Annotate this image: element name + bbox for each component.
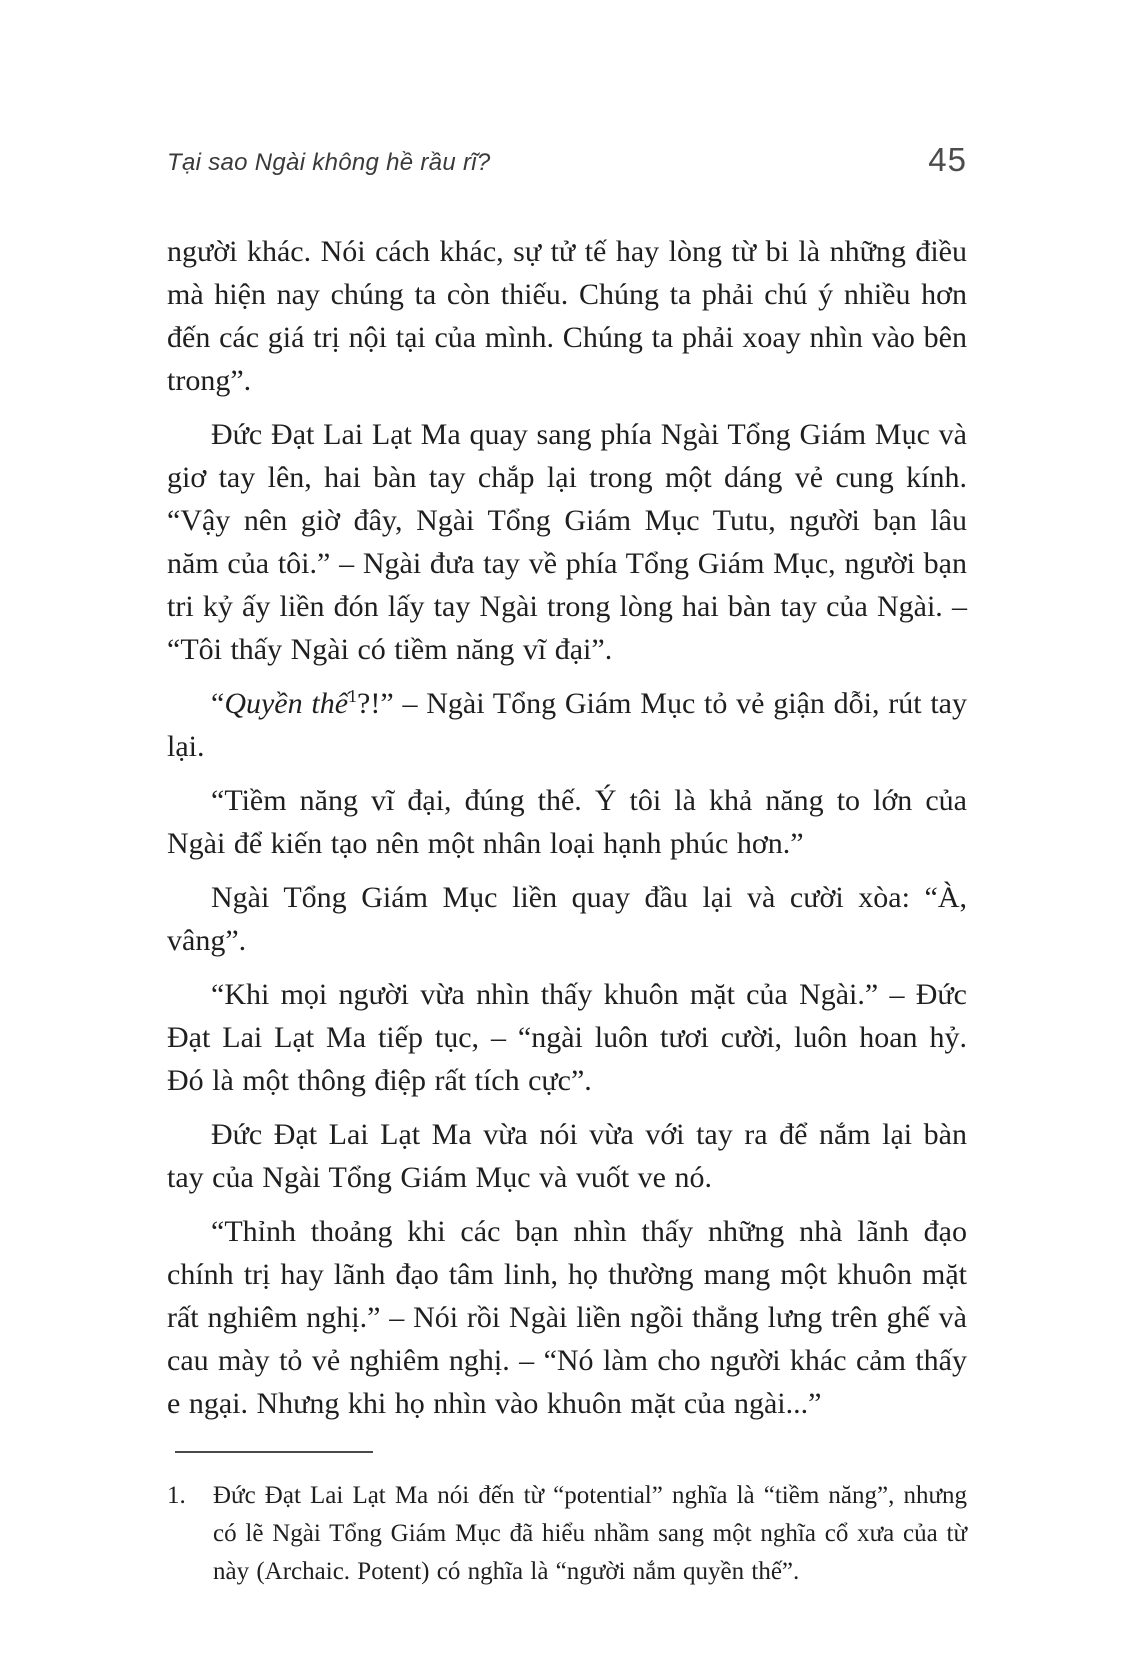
paragraph-text: ?!” – Ngài Tổng Giám Mục tỏ vẻ giận dỗi, rút tay lại.	[167, 687, 967, 763]
paragraph: “Khi mọi người vừa nhìn thấy khuôn mặt của Ngài.” – Đức Đạt Lai Lạt Ma tiếp tục, – “ngài luôn tươi cười, luôn hoan hỷ. Đó là một thông điệp rất tích cực”.	[167, 978, 967, 1097]
paragraph-with-footnote-ref	[167, 682, 967, 768]
footnote-marker: 1.	[167, 1482, 186, 1509]
body-text	[167, 230, 967, 1425]
paragraph: Đức Đạt Lai Lạt Ma quay sang phía Ngài Tổng Giám Mục và giơ tay lên, hai bàn tay chắp lại trong một dáng vẻ cung kính. “Vậy nên giờ đây, Ngài Tổng Giám Mục Tutu, người bạn lâu năm của tôi.” – Ngài đưa tay về phía Tổng Giám Mục, người bạn tri kỷ ấy liền đón lấy tay Ngài trong lòng hai bàn tay của Ngài. – “Tôi thấy Ngài có tiềm năng vĩ đại”.	[167, 418, 967, 666]
footnote-text: Đức Đạt Lai Lạt Ma nói đến từ “potential” nghĩa là “tiềm năng”, nhưng có lẽ Ngài Tổng Giám Mục đã hiểu nhầm sang một nghĩa cổ xưa của từ này (Archaic. Potent) có nghĩa là “người nắm quyền thế”.	[213, 1482, 967, 1585]
paragraph: Đức Đạt Lai Lạt Ma vừa nói vừa với tay ra để nắm lại bàn tay của Ngài Tổng Giám Mục và vuốt ve nó.	[167, 1118, 967, 1194]
paragraph: Ngài Tổng Giám Mục liền quay đầu lại và cười xòa: “À, vâng”.	[167, 881, 967, 957]
italic-phrase: Quyền thế	[224, 687, 349, 720]
page-number: 45	[928, 141, 967, 178]
footnote	[167, 1477, 967, 1591]
running-header	[167, 141, 967, 180]
paragraph: “Thỉnh thoảng khi các bạn nhìn thấy những nhà lãnh đạo chính trị hay lãnh đạo tâm linh, họ thường mang một khuôn mặt rất nghiêm nghị.” – Nói rồi Ngài liền ngồi thẳng lưng trên ghế và cau mày tỏ vẻ nghiêm nghị. – “Nó làm cho người khác cảm thấy e ngại. Nhưng khi họ nhìn vào khuôn mặt của ngài...”	[167, 1215, 967, 1420]
paragraph-continuation: người khác. Nói cách khác, sự tử tế hay lòng từ bi là những điều mà hiện nay chúng ta còn thiếu. Chúng ta phải chú ý nhiều hơn đến các giá trị nội tại của mình. Chúng ta phải xoay nhìn vào bên trong”.	[167, 235, 967, 397]
footnote-divider	[175, 1451, 373, 1453]
footnote-reference: 1	[348, 686, 358, 706]
quote-open: “	[211, 687, 225, 720]
paragraph: “Tiềm năng vĩ đại, đúng thế. Ý tôi là khả năng to lớn của Ngài để kiến tạo nên một nhân loại hạnh phúc hơn.”	[167, 784, 967, 860]
running-header-title: Tại sao Ngài không hề rầu rĩ?	[167, 149, 491, 176]
